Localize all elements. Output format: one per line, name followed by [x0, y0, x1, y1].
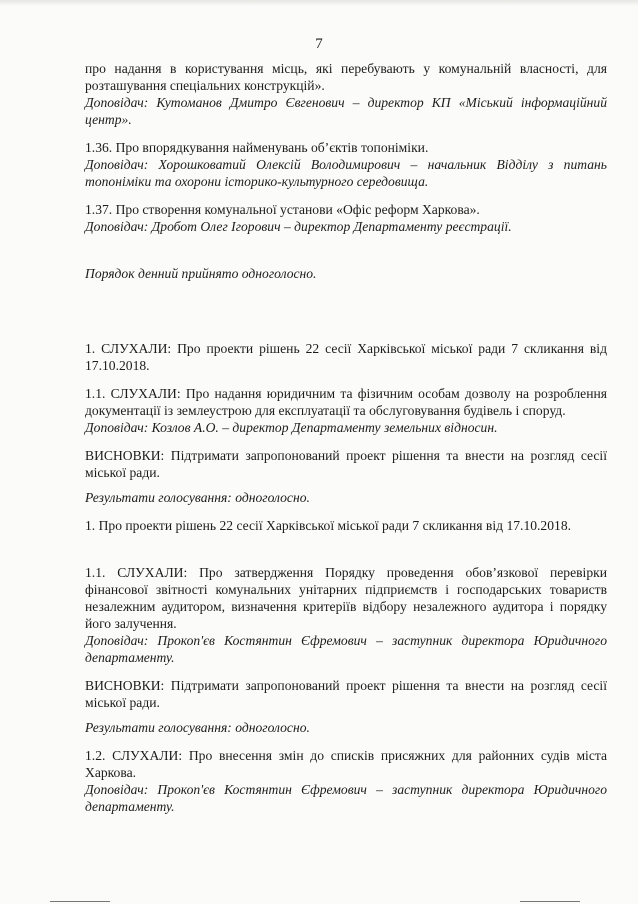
heard-item-1-2: 1.2. СЛУХАЛИ: Про внесення змін до списків присяжних для районних судів міста Харкова.	[85, 748, 607, 780]
page-body	[85, 60, 607, 815]
speaker-line: Доповідач: Козлов А.О. – директор Департаменту земельних відносин.	[85, 420, 498, 435]
heard-item-1: 1. СЛУХАЛИ: Про проекти рішень 22 сесії Харківської міської ради 7 скликання від 17.10.2018.	[85, 341, 607, 373]
vote-result: Результати голосування: одноголосно.	[85, 720, 310, 735]
vote-result: Результати голосування: одноголосно.	[85, 490, 310, 505]
heard-item-1-1-audit: 1.1. СЛУХАЛИ: Про затвердження Порядку проведення обов’язкової перевірки фінансової звітності комунальних унітарних підприємств і господарських товариств незалежним аудитором, визначення критеріїв відбору незалежного аудитора і порядку його залучення.	[85, 565, 607, 631]
heard-item-1-1: 1.1. СЛУХАЛИ: Про надання юридичним та фізичним особам дозволу на розроблення документації із землеустрою для експлуатації та обслуговування будівель і споруд.	[85, 386, 607, 418]
conclusion: ВИСНОВКИ: Підтримати запропонований проект рішення та внести на розгляд сесії міської ради.	[85, 448, 607, 480]
paragraph-item-continuation: про надання в користування місць, які перебувають у комунальній власності, для розташування спеціальних конструкцій».	[85, 61, 607, 93]
page-number: 7	[315, 36, 323, 52]
speaker-line: Доповідач: Хорошковатий Олексій Володимирович – начальник Відділу з питань топоніміки та охорони історико-культурного середовища.	[85, 157, 607, 189]
scan-edge-mark	[520, 901, 580, 902]
agenda-item-1-37: 1.37. Про створення комунальної установи «Офіс реформ Харкова».	[85, 202, 480, 217]
speaker-line: Доповідач: Кутоманов Дмитро Євгенович – директор КП «Міський інформаційний центр».	[85, 95, 607, 127]
section-item-1: 1. Про проекти рішень 22 сесії Харківської міської ради 7 скликання від 17.10.2018.	[85, 518, 572, 533]
conclusion: ВИСНОВКИ: Підтримати запропонований проект рішення та внести на розгляд сесії міської ради.	[85, 678, 607, 710]
speaker-line: Доповідач: Дробот Олег Ігорович – директор Департаменту реєстрації.	[85, 219, 512, 234]
speaker-line: Доповідач: Прокоп'єв Костянтин Єфремович – заступник директора Юридичного департаменту.	[85, 782, 607, 814]
agenda-approved-note: Порядок денний прийнято одноголосно.	[85, 266, 317, 281]
scan-edge-shadow	[0, 0, 638, 6]
agenda-item-1-36: 1.36. Про впорядкування найменувань об’єктів топоніміки.	[85, 140, 429, 155]
scan-edge-mark	[50, 901, 110, 902]
speaker-line: Доповідач: Прокоп'єв Костянтин Єфремович – заступник директора Юридичного департаменту.	[85, 633, 607, 665]
